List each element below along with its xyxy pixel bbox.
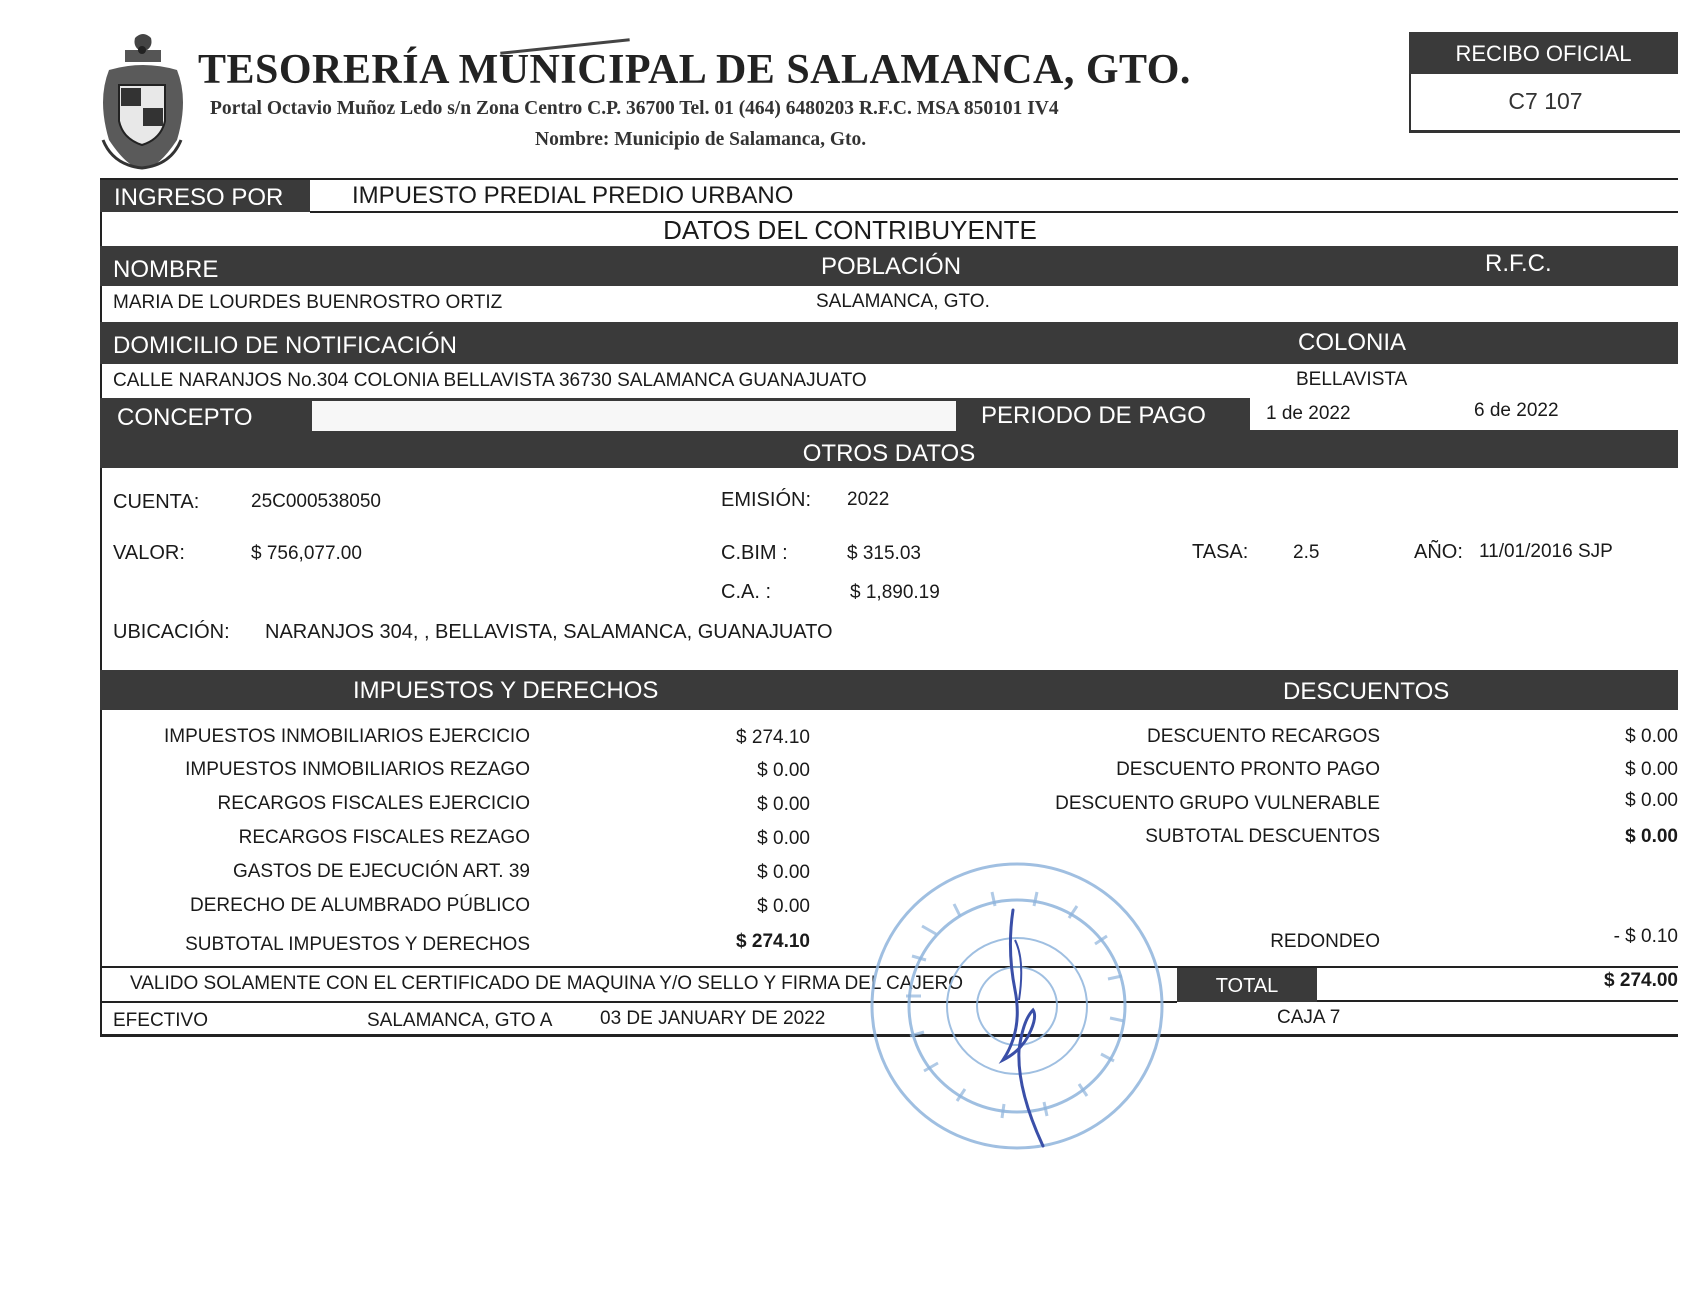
impuesto-row-label: RECARGOS FISCALES EJERCICIO [217,793,530,814]
concepto-otros-bar: CONCEPTO PERIODO DE PAGO OTROS DATOS [100,398,1678,468]
validity-note: VALIDO SOLAMENTE CON EL CERTIFICADO DE MAQUINA Y/O SELLO Y FIRMA DEL CAJERO [130,973,964,994]
receipt-label-bar: RECIBO OFICIAL [1409,32,1678,74]
cbim-value: $ 315.03 [847,543,921,564]
total-label-bar: TOTAL [1177,968,1317,1002]
impuesto-row-label: IMPUESTOS INMOBILIARIOS REZAGO [185,759,530,780]
impuestos-subtotal-label: SUBTOTAL IMPUESTOS Y DERECHOS [185,934,530,955]
contribuyente-header-bar: NOMBRE POBLACIÓN R.F.C. [100,246,1678,286]
payment-method: EFECTIVO [113,1010,209,1031]
header-name-line: Nombre: Municipio de Salamanca, Gto. [535,129,867,150]
total-value: $ 274.00 [1604,970,1678,991]
concepto-value-box [312,401,956,431]
redondeo-value: - $ 0.10 [1613,926,1678,947]
impuesto-row-value: $ 274.10 [736,727,810,748]
coat-of-arms-icon [95,30,190,170]
emision-value: 2022 [847,489,890,510]
page-title: TESORERÍA MUNICIPAL DE SALAMANCA, GTO. [198,47,1191,93]
descuentos-subtotal-label: SUBTOTAL DESCUENTOS [1145,826,1380,847]
valor-value: $ 756,077.00 [251,543,362,564]
periodo-hasta: 6 de 2022 [1474,400,1559,421]
impuesto-row-label: IMPUESTOS INMOBILIARIOS EJERCICIO [164,726,530,747]
cuenta-value: 25C000538050 [251,491,381,512]
descuento-row-label: DESCUENTO GRUPO VULNERABLE [1055,793,1380,814]
header-address: Portal Octavio Muñoz Ledo s/n Zona Centro C.P. 36700 Tel. 01 (464) 6480203 R.F.C. MSA 850101 IV4 [210,98,1059,119]
impuesto-row-label: DERECHO DE ALUMBRADO PÚBLICO [190,895,530,916]
ingreso-label-bar: INGRESO POR [100,180,310,212]
tasa-value: 2.5 [1293,542,1320,563]
contribuyente-poblacion: SALAMANCA, GTO. [816,291,990,312]
impuesto-row-label: RECARGOS FISCALES REZAGO [238,827,530,848]
impuesto-row-value: $ 0.00 [757,862,810,883]
periodo-desde: 1 de 2022 [1266,403,1351,424]
domicilio-header-bar: DOMICILIO DE NOTIFICACIÓN COLONIA [100,322,1678,364]
contribuyente-nombre: MARIA DE LOURDES BUENROSTRO ORTIZ [113,292,503,313]
issue-date: 03 DE JANUARY DE 2022 [600,1008,826,1029]
descuento-row-value: $ 0.00 [1625,790,1678,811]
issue-place: SALAMANCA, GTO A [367,1010,553,1031]
periodo-value-box [1250,398,1678,430]
impuesto-row-value: $ 0.00 [757,794,810,815]
receipt-number: C7 107 [1508,88,1583,114]
tasa-label: TASA: [1192,541,1249,563]
receipt-number-box [1409,74,1680,133]
anio-label: AÑO: [1414,541,1463,563]
ubicacion-value: NARANJOS 304, , BELLAVISTA, SALAMANCA, GUANAJUATO [265,621,833,643]
ingreso-value: IMPUESTO PREDIAL PREDIO URBANO [352,182,794,209]
cuenta-label: CUENTA: [113,491,200,513]
contribuyente-domicilio: CALLE NARANJOS No.304 COLONIA BELLAVISTA 36730 SALAMANCA GUANAJUATO [113,370,867,391]
contribuyente-section-title: DATOS DEL CONTRIBUYENTE [663,215,1037,245]
descuento-row-label: DESCUENTO RECARGOS [1147,726,1380,747]
cbim-label: C.BIM : [721,542,788,564]
descuentos-subtotal-value: $ 0.00 [1625,826,1678,847]
descuento-row-value: $ 0.00 [1625,759,1678,780]
impuesto-row-label: GASTOS DE EJECUCIÓN ART. 39 [232,861,530,882]
anio-value: 11/01/2016 SJP [1479,541,1613,562]
descuento-row-value: $ 0.00 [1625,726,1678,747]
impuestos-descuentos-bar: IMPUESTOS Y DERECHOS DESCUENTOS [100,670,1678,710]
emision-label: EMISIÓN: [721,489,812,511]
impuesto-row-value: $ 0.00 [757,760,810,781]
caja-number: CAJA 7 [1277,1007,1341,1028]
ca-value: $ 1,890.19 [850,582,940,603]
impuesto-row-value: $ 0.00 [757,896,810,917]
ubicacion-label: UBICACIÓN: [113,621,230,643]
contribuyente-colonia: BELLAVISTA [1296,369,1408,390]
impuesto-row-value: $ 0.00 [757,828,810,849]
descuento-row-label: DESCUENTO PRONTO PAGO [1116,759,1380,780]
cashier-signature-icon [985,900,1065,1150]
redondeo-label: REDONDEO [1270,931,1380,952]
valor-label: VALOR: [113,542,185,564]
ca-label: C.A. : [721,581,772,603]
impuestos-subtotal-value: $ 274.10 [736,931,810,952]
